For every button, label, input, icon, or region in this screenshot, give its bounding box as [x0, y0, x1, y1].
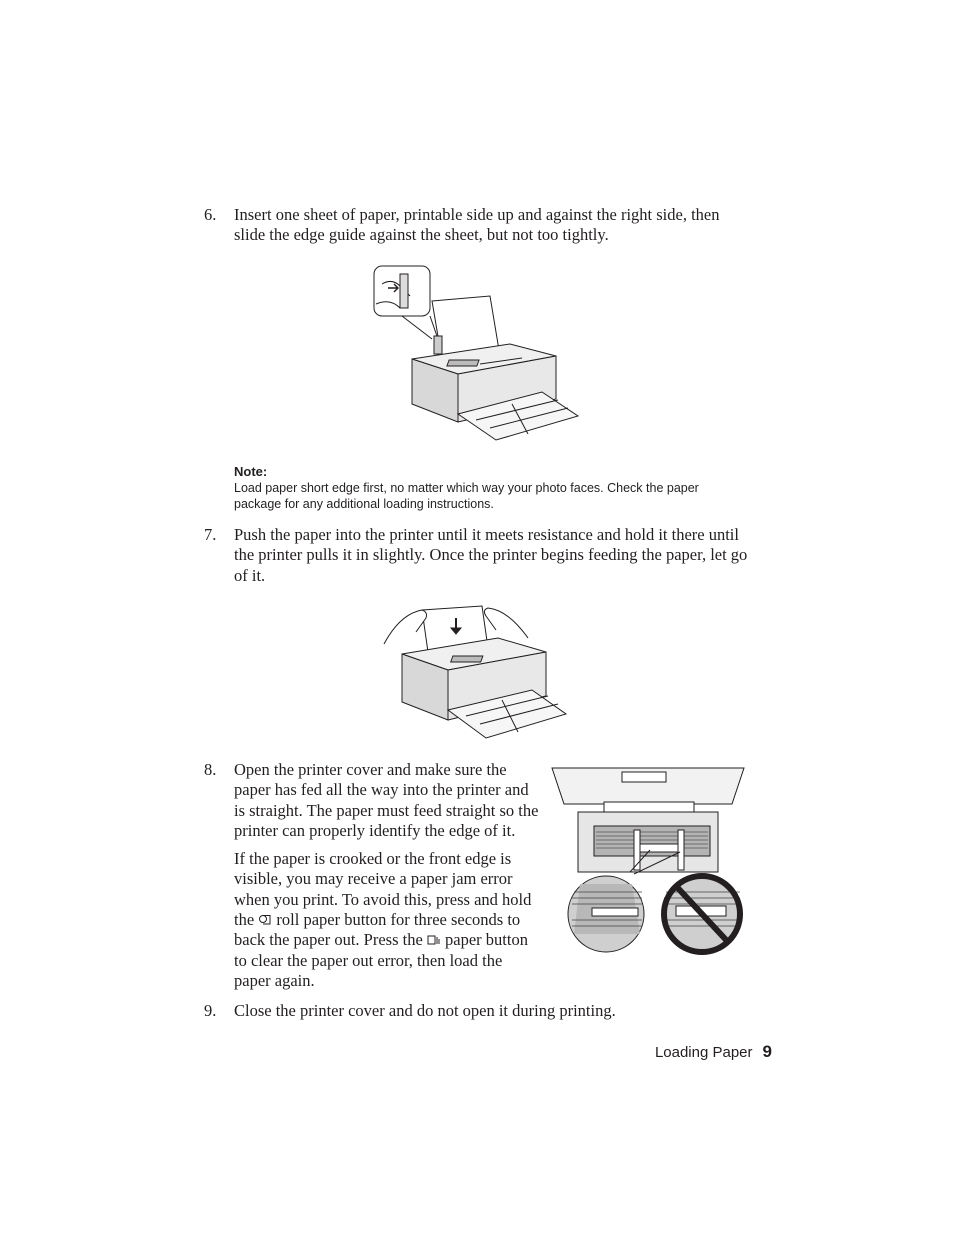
- paper-icon: [427, 934, 441, 946]
- page-number: 9: [762, 1042, 772, 1061]
- note-text: Load paper short edge first, no matter which way your photo faces. Check the paper package for any additional loading instructions.: [234, 481, 699, 512]
- step-text: Push the paper into the printer until it meets resistance and hold it there until the printer pulls it in slightly. Once the printer begins feeding the paper, let go of it.: [234, 525, 748, 585]
- section-title: Loading Paper: [654, 1044, 753, 1061]
- step-text: Close the printer cover and do not open it during printing.: [234, 1001, 616, 1020]
- note-label: Note:: [234, 464, 268, 479]
- step-7: [204, 525, 752, 589]
- insert-paper-illustration: [372, 264, 584, 444]
- note-block: [234, 464, 734, 513]
- page-footer: [600, 1042, 772, 1062]
- step-9: [204, 1001, 752, 1023]
- roll-paper-icon: [258, 914, 272, 926]
- paper-check-illustration: [550, 764, 746, 960]
- step-6: [204, 205, 752, 249]
- step-number: 8.: [204, 760, 217, 779]
- step-number: 9.: [204, 1001, 217, 1020]
- step-number: 7.: [204, 525, 217, 544]
- step-text: Insert one sheet of paper, printable side up and against the right side, then slide the edge guide against the sheet, but not too tightly.: [234, 205, 720, 245]
- step-number: 6.: [204, 205, 217, 224]
- push-paper-illustration: [382, 598, 572, 740]
- step-text: Open the printer cover and make sure the paper has fed all the way into the printer and is straight. The paper must feed straight so the printer can properly identify the edge of it. If the paper is crooked or the front edge is visible, you may receive a paper jam error when you print. To avoid this, press and hold the roll paper button for three seconds to back the paper out. Press the paper button to clear the paper out error, then load the paper again.: [234, 760, 539, 990]
